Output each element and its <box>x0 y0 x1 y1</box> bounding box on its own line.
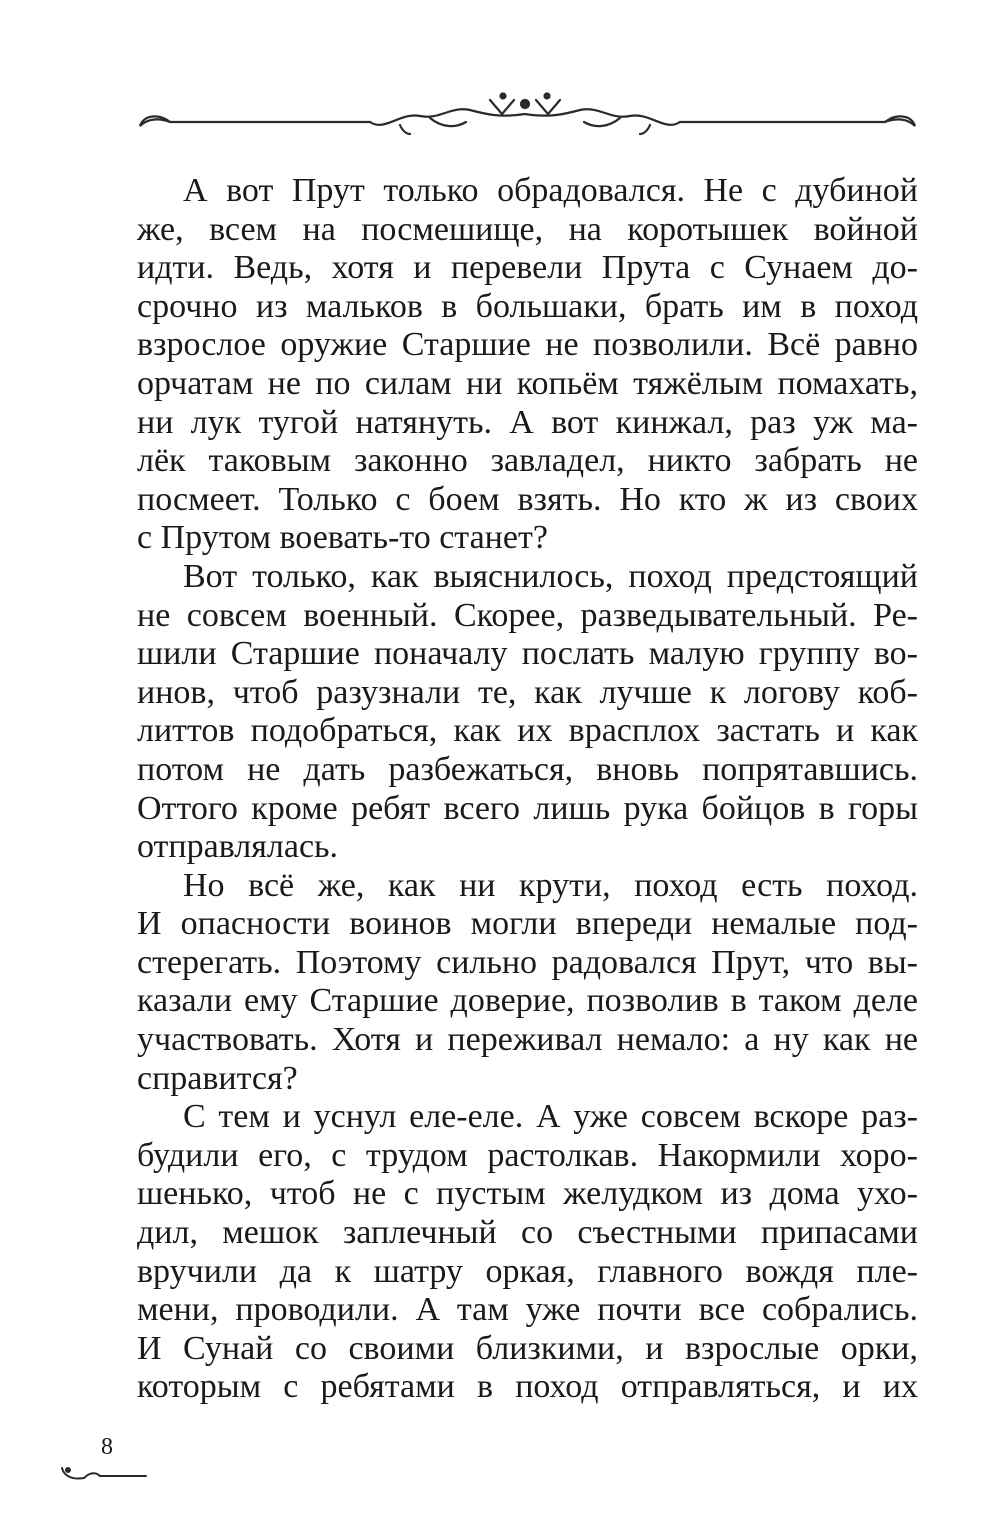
text-line: идти. Ведь, хотя и перевели Прута с Сунаем до- <box>137 249 918 287</box>
text-line: Вот только, как выяснилось, поход предстоящий <box>183 557 918 595</box>
text-line: взрослое оружие Старшие не позволили. Всё равно <box>137 326 918 364</box>
text-line: которым с ребятами в поход отправляться, и их <box>137 1368 918 1406</box>
text-line: стерегать. Поэтому сильно радовался Прут, что вы- <box>137 943 918 981</box>
text-line: же, всем на посмешище, на коротышек войной <box>137 210 918 248</box>
text-line: литтов подобраться, как их врасплох застать и как <box>137 712 918 750</box>
text-line: дил, мешок заплечный со съестными припасами <box>137 1214 918 1252</box>
text-line: Оттого кроме ребят всего лишь рука бойцов в горы <box>137 789 918 827</box>
text-line: С тем и уснул еле-еле. А уже совсем вскоре раз- <box>183 1098 918 1136</box>
text-line: посмеет. Только с боем взять. Но кто ж из своих <box>137 480 918 518</box>
text-line: И Сунай со своими близкими, и взрослые орки, <box>137 1329 918 1367</box>
text-line: отправлялась. <box>137 828 339 866</box>
text-line: орчатам не по силам ни копьём тяжёлым помахать, <box>137 364 918 402</box>
text-line: не совсем военный. Скорее, разведывательный. Ре- <box>137 596 918 634</box>
text-line: А вот Прут только обрадовался. Не с дубиной <box>183 172 918 209</box>
text-line: шенько, чтоб не с пустым желудком из дома ухо- <box>137 1175 918 1213</box>
text-line: потом не дать разбежаться, вновь попрятавшись. <box>137 750 918 788</box>
text-line: Но всё же, как ни крути, поход есть поход. <box>183 866 918 904</box>
text-line: будили его, с трудом растолкав. Накормили хоро- <box>137 1136 918 1174</box>
text-line: мени, проводили. А там уже почти все собрались. <box>137 1291 918 1329</box>
text-line: инов, чтоб разузнали те, как лучше к логову коб- <box>137 673 918 711</box>
text-line: ни лук тугой натянуть. А вот кинжал, раз уж ма- <box>137 403 918 441</box>
text-line: вручили да к шатру оркая, главного вождя пле- <box>137 1252 918 1290</box>
text-line: шили Старшие поначалу послать малую группу во- <box>137 635 918 673</box>
page-number: 8 <box>101 1434 113 1460</box>
text-line: справится? <box>137 1059 298 1097</box>
bottom-ornament-flourish <box>58 1462 148 1488</box>
text-line: лёк таковым законно завладел, никто забрать не <box>137 442 918 480</box>
text-line: участвовать. Хотя и переживал немало: а ну как не <box>137 1021 918 1059</box>
text-line: срочно из мальков в большаки, брать им в поход <box>137 287 918 325</box>
text-line: казали ему Старшие доверие, позволив в таком деле <box>137 982 918 1020</box>
top-ornament-divider <box>130 92 920 142</box>
text-line: с Прутом воевать-то станет? <box>137 519 548 557</box>
body-text <box>137 172 918 1407</box>
text-line: И опасности воинов могли впереди немалые под- <box>137 905 918 943</box>
